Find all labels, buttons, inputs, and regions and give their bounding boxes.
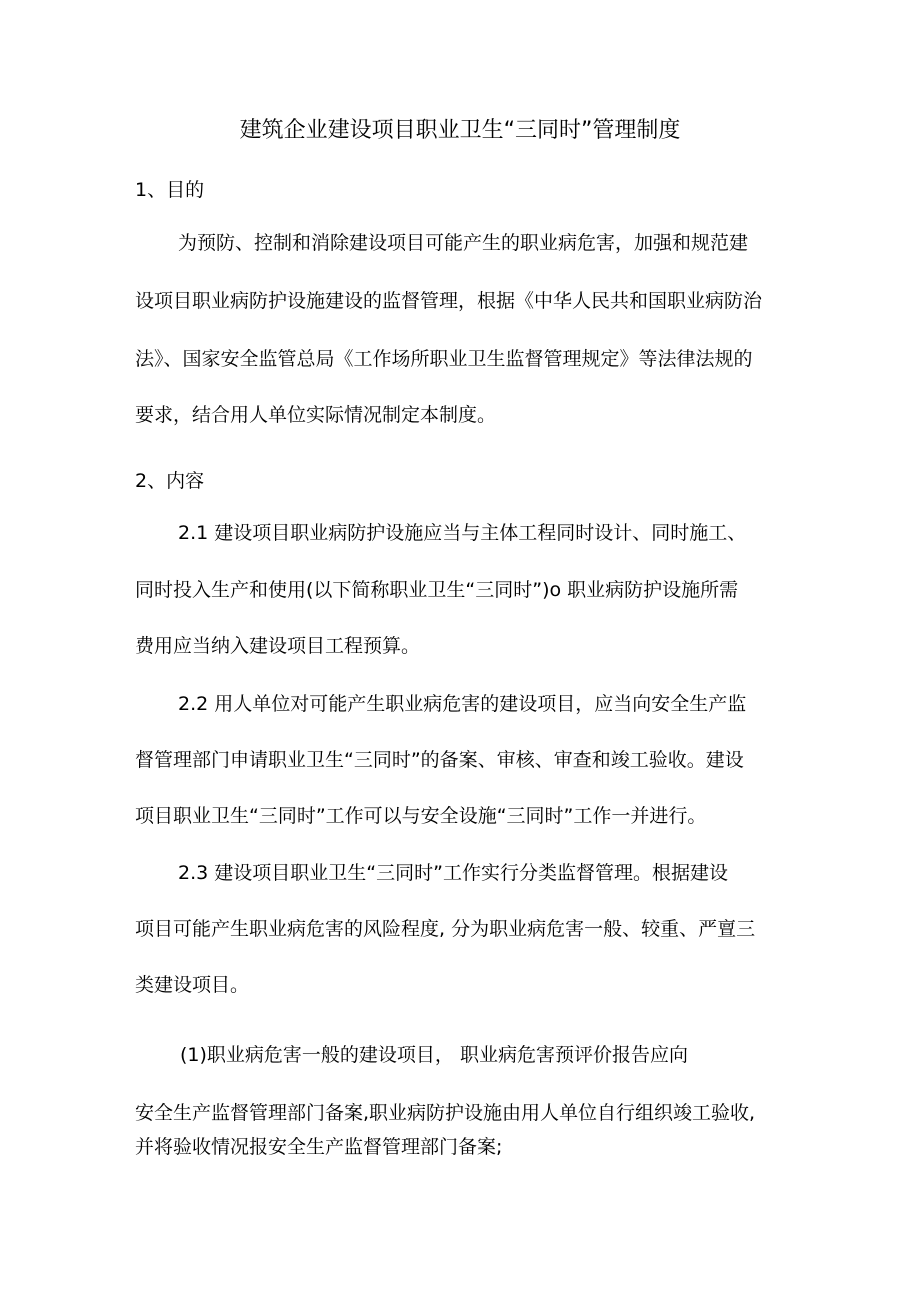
item-1-line-2: 安全生产监督管理部门备案,职业病防护设施由用人单位自行组织竣工验收, (135, 1102, 756, 1124)
item-1-line-1: (1)职业病危害一般的建设项目， 职业病危害预评价报告应向 (180, 1044, 688, 1066)
paragraph-2-1-line-2: 同时投入生产和使用(以下简称职业卫生“三同时”)o 职业病防护设施所需 (135, 579, 739, 601)
section-1-line-2: 设项目职业病防护设施建设的监督管理，根据《中华人民共和国职业病防治 (135, 290, 763, 312)
paragraph-2-2-line-1: 2.2 用人单位对可能产生职业病危害的建设项目，应当向安全生产监 (178, 693, 747, 715)
section-1-line-4: 要求，结合用人单位实际情况制定本制度。 (135, 404, 497, 426)
paragraph-2-1-line-1: 2.1 建设项目职业病防护设施应当与主体工程同时设计、同时施工、 (178, 522, 747, 544)
section-1-heading: 1、目的 (135, 179, 205, 201)
paragraph-2-3-line-1: 2.3 建设项目职业卫生“三同时”工作实行分类监督管理。根据建设 (178, 862, 728, 884)
section-2-heading: 2、内容 (135, 470, 205, 492)
paragraph-2-3-line-2: 项目可能产生职业病危害的风险程度, 分为职业病危害一般、较重、严亶三 (135, 918, 756, 940)
paragraph-2-1-line-3: 费用应当纳入建设项目工程预算。 (135, 635, 421, 657)
document-title: 建筑企业建设项目职业卫生“三同时”管理制度 (239, 118, 681, 143)
item-1-line-3: 并将验收情况报安全生产监督管理部门备案; (135, 1136, 503, 1158)
section-1-line-1: 为预防、控制和消除建设项目可能产生的职业病危害，加强和规范建 (178, 232, 749, 254)
paragraph-2-3-line-3: 类建设项目。 (135, 974, 250, 996)
paragraph-2-2-line-3: 项目职业卫生“三同时”工作可以与安全设施“三同时”工作一并进行。 (135, 805, 707, 827)
section-1-line-3: 法》、国家安全监管总局《工作场所职业卫生监督管理规定》等法律法规的 (135, 348, 753, 370)
paragraph-2-2-line-2: 督管理部门申请职业卫生“三同时”的备案、审核、审查和竣工验收。建设 (135, 749, 744, 771)
